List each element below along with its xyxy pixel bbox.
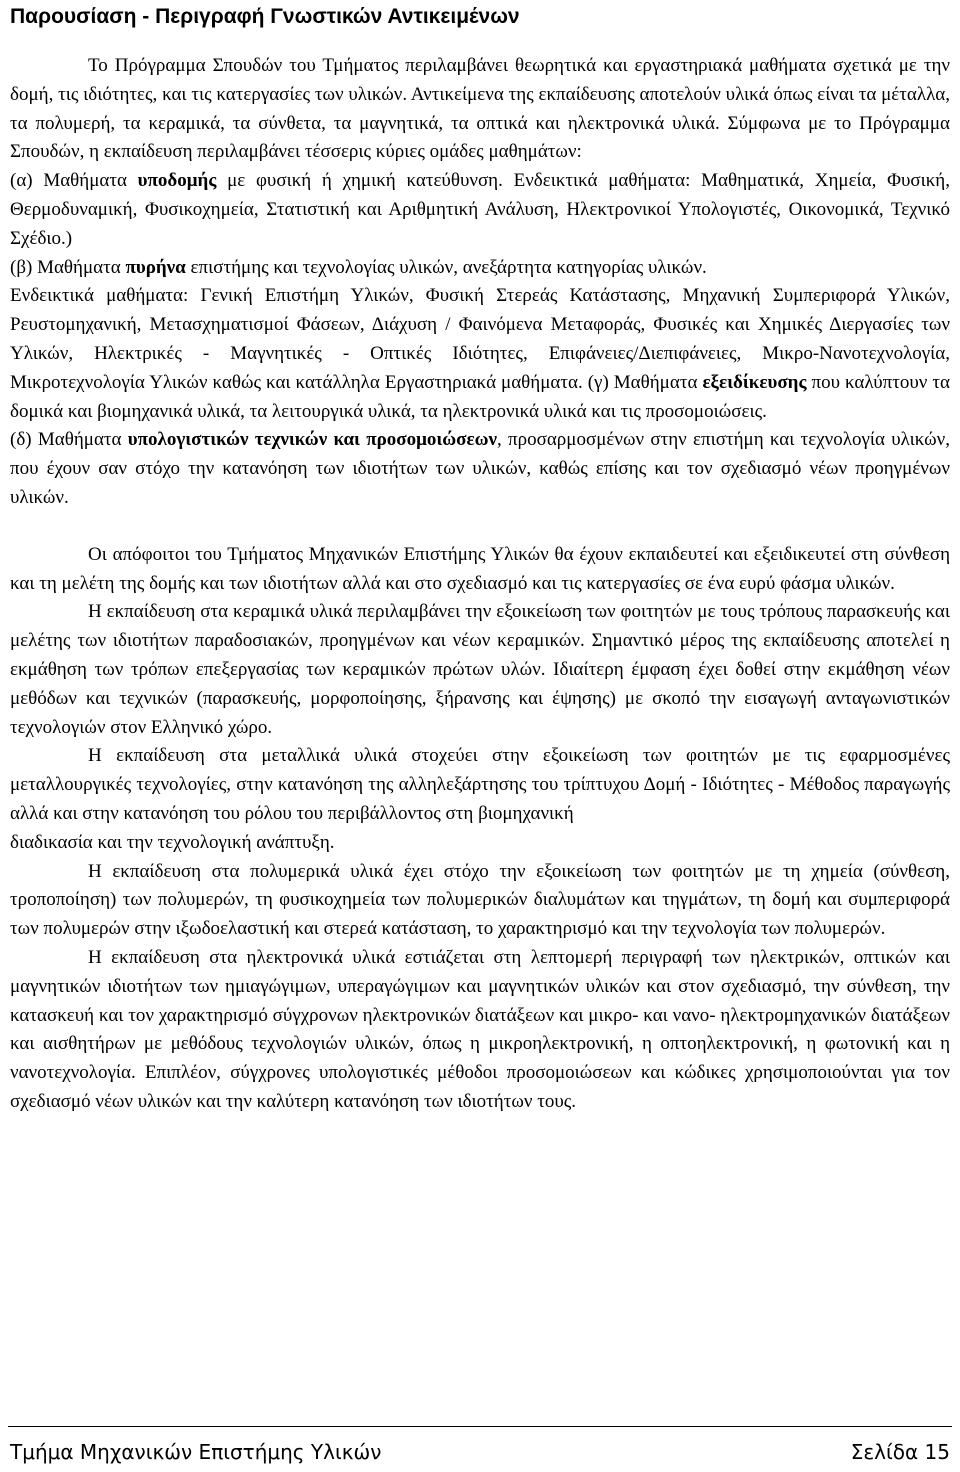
paragraph-electronics: Η εκπαίδευση στα ηλεκτρονικά υλικά εστιάζεται στη λεπτομερή περιγραφή των ηλεκτρικών, οπτικών και μαγνητικών ιδιοτήτων των ημιαγώγιμων, υπεραγώγιμων και μαγνητικών υλικών και στον σχεδιασμό, την σύνθεση, την κατασκευή και τον χαρακτηρισμό σύγχρονων ηλεκτρονικών διατάξεων και μικρο- και νανο- ηλεκτρομηχανικών διατάξεων και αισθητήρων με μεθόδους τεχνολογιών υλικών, όπως η μικροηλεκτρονική, η οπτοηλεκτρονική, η φωτονική και η νανοτεχνολογία. Επιπλέον, σύγχρονες υπολογιστικές μέθοδοι προσομοιώσεων και κώδικες χρησιμοποιούνται για τον σχεδιασμό νέων υλικών και την καλύτερη κατανόηση των ιδιοτήτων τους. bbox=[10, 946, 950, 1112]
text-run: επιστήμης και τεχνολογίας υλικών, ανεξάρτητα κατηγορίας υλικών. bbox=[185, 256, 707, 278]
paragraph-graduates: Οι απόφοιτοι του Τμήματος Μηχανικών Επιστήμης Υλικών θα έχουν εκπαιδευτεί και εξειδικευτεί στη σύνθεση και τη μελέτη της δομής και των ιδιοτήτων αλλά και στο σχεδιασμό και τις κατεργασίες σε ένα ευρύ φάσμα υλικών. bbox=[10, 543, 950, 594]
paragraph-ceramics: Η εκπαίδευση στα κεραμικά υλικά περιλαμβάνει την εξοικείωση των φοιτητών με τους τρόπους παρασκευής και μελέτης των ιδιοτήτων παραδοσιακών, προηγμένων και νέων κεραμικών. Σημαντικό μέρος της εκπαίδευσης αποτελεί η εκμάθηση των τρόπων επεξεργασίας των κεραμικών πρώτων υλών. Ιδιαίτερη έμφαση έχει δοθεί στην εκμάθηση νέων μεθόδων και τεχνικών (παρασκευής, μορφοποίησης, ξήρανσης και έψησης) με σκοπό την εισαγωγή ανταγωνιστικών τεχνολογιών στον Ελληνικό χώρο. bbox=[10, 601, 950, 738]
page-title: Παρουσίαση - Περιγραφή Γνωστικών Αντικειμένων bbox=[10, 5, 520, 28]
bold-term: πυρήνα bbox=[125, 256, 186, 278]
text-run: , προσαρμοσμένων στην επιστήμη και τεχνολογία υλικών, που έχουν σαν στόχο την κατανόηση των ιδιοτήτων των υλικών, καθώς επίσης και τον σχεδιασμό νέων προηγμένων υλικών. bbox=[10, 429, 950, 508]
text-run: (α) Μαθήματα bbox=[10, 170, 138, 192]
footer-divider bbox=[8, 1426, 952, 1427]
text-run: (β) Μαθήματα bbox=[10, 256, 126, 278]
bold-term: υποδομής bbox=[137, 170, 217, 192]
paragraph-indicative-courses bbox=[10, 282, 950, 426]
paragraph-infrastructure-courses bbox=[10, 167, 950, 253]
text-run: Ενδεικτικά μαθήματα: Γενική Επιστήμη Υλικών, Φυσική Στερεάς Κατάστασης, Μηχανική Συμπεριφορά Υλικών, Ρευστομηχανική, Μετασχηματισμοί Φάσεων, Διάχυση / Φαινόμενα Μεταφοράς, Φυσικές και Χημικές Διεργασίες των Υλικών, Ηλεκτρικές - Μαγνητικές - Οπτικές Ιδιότητες, Επιφάνειες/Διεπιφάνειες, Μικρο-Νανοτεχνολογία, Μικροτεχνολογία Υλικών καθώς και κατάλληλα Εργαστηριακά μαθήματα. (γ) Μαθήματα bbox=[10, 285, 950, 393]
paragraph-spacer bbox=[10, 513, 950, 541]
text-run: (δ) Μαθήματα bbox=[10, 429, 128, 451]
bold-term: εξειδίκευσης bbox=[702, 371, 807, 393]
text-run: με φυσική ή χημική κατεύθυνση. Ενδεικτικά μαθήματα: Μαθηματικά, Χημεία, Φυσική, Θερμοδυναμική, Φυσικοχημεία, Στατιστική και Αριθμητική Ανάλυση, Ηλεκτρονικοί Υπολογιστές, Οικονομικά, Τεχνικό Σχέδιο.) bbox=[10, 170, 950, 249]
page-footer bbox=[10, 1437, 950, 1467]
document-body bbox=[10, 52, 950, 1117]
footer-page-number: Σελίδα 15 bbox=[850, 1440, 950, 1464]
paragraph-core-courses bbox=[10, 254, 950, 283]
footer-department: Τμήμα Μηχανικών Επιστήμης Υλικών bbox=[10, 1440, 382, 1464]
text-run: που καλύπτουν τα δομικά και βιομηχανικά υλικά, τα λειτουργικά υλικά, τα ηλεκτρονικά υλικά και τις προσομοιώσεις. bbox=[10, 371, 950, 422]
paragraph-polymers: Η εκπαίδευση στα πολυμερικά υλικά έχει στόχο την εξοικείωση των φοιτητών με τη χημεία (σύνθεση, τροποποίηση) των πολυμερών, τη φυσικοχημεία των πολυμερικών διαλυμάτων και τηγμάτων, τη δομή και συμπεριφορά των πολυμερών στην ιξωδοελαστική και στερεά κατάσταση, το χαρακτηρισμό και την τεχνολογία των πολυμερών. bbox=[10, 860, 950, 940]
bold-term: υπολογιστικών τεχνικών και προσομοιώσεων bbox=[127, 429, 498, 451]
paragraph-metals: Η εκπαίδευση στα μεταλλικά υλικά στοχεύει στην εξοικείωση των φοιτητών με τις εφαρμοσμένες μεταλλουργικές τεχνολογίες, στην κατανόηση της αλληλεξάρτησης του τρίπτυχου Δομή - Ιδιότητες - Μέθοδος παραγωγής αλλά και στην κατανόηση του ρόλου του περιβάλλοντος στη βιομηχανική bbox=[10, 745, 950, 824]
paragraph-metals-continued: διαδικασία και την τεχνολογική ανάπτυξη. bbox=[10, 831, 335, 853]
paragraph-computational-courses bbox=[10, 426, 950, 512]
paragraph-intro: Το Πρόγραμμα Σπουδών του Τμήματος περιλαμβάνει θεωρητικά και εργαστηριακά μαθήματα σχετικά με την δομή, τις ιδιότητες, και τις κατεργασίες των υλικών. Αντικείμενα της εκπαίδευσης αποτελούν υλικά όπως είναι τα μέταλλα, τα πολυμερή, τα κεραμικά, τα σύνθετα, τα μαγνητικά, τα οπτικά και ηλεκτρονικά υλικά. Σύμφωνα με το Πρόγραμμα Σπουδών, η εκπαίδευση περιλαμβάνει τέσσερις κύριες ομάδες μαθημάτων: bbox=[10, 55, 950, 163]
